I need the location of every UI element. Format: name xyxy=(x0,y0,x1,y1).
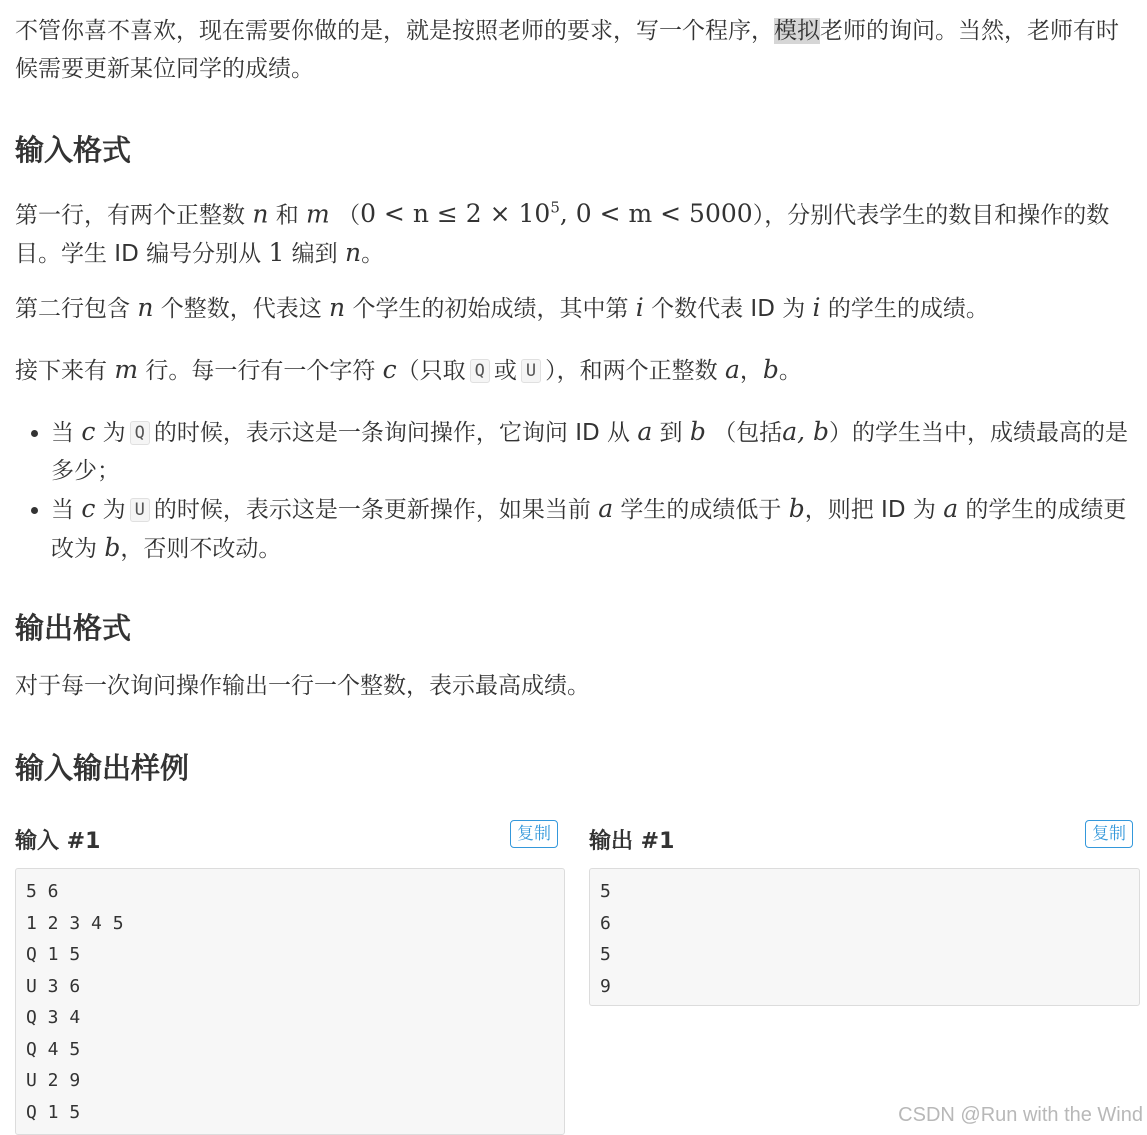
highlighted-text: 模拟 xyxy=(774,18,820,44)
sample-line: 5 xyxy=(600,944,611,965)
list-item-query xyxy=(51,413,1140,490)
intro-text: 不管你喜不喜欢，现在需要你做的是，就是按照老师的要求，写一个程序， xyxy=(15,18,774,44)
text: 到 xyxy=(659,420,683,446)
code-U: U xyxy=(130,498,150,522)
text: 行。每一行有一个字符 xyxy=(145,358,376,384)
var-b: b xyxy=(788,494,805,523)
intro-text-2: 老师的询问。当然，老师有时候需要更新某位同学的成绩。 xyxy=(15,18,1119,82)
code-Q: Q xyxy=(130,421,150,445)
sample-line: Q 1 5 xyxy=(26,1101,81,1123)
text: 为 xyxy=(102,497,126,523)
text: 接下来有 xyxy=(15,358,107,384)
watermark: CSDN @Run with the Wind xyxy=(898,1104,1143,1126)
math: 0 < n ≤ 2 × 10 xyxy=(360,199,551,229)
text: ，否则不改动。 xyxy=(120,536,282,562)
copy-output-button[interactable]: 复制 xyxy=(1085,820,1133,848)
var-c: c xyxy=(382,355,397,384)
var-n: n xyxy=(252,199,269,229)
text: ），和两个正整数 xyxy=(545,358,718,384)
text: （包括 xyxy=(713,420,783,446)
output-sample-box[interactable] xyxy=(589,868,1140,1006)
input-format-heading: 输入格式 xyxy=(15,133,132,167)
output-format-heading: 输出格式 xyxy=(15,611,132,645)
text: 为 xyxy=(102,420,126,446)
text: 的时候，表示这是一条更新操作，如果当前 xyxy=(153,497,591,523)
output-format-text: 对于每一次询问操作输出一行一个整数，表示最高成绩。 xyxy=(15,673,590,699)
text: 和 xyxy=(275,202,299,229)
constraint-math xyxy=(360,199,753,228)
code-U: U xyxy=(521,359,541,383)
var-c: c xyxy=(81,494,96,523)
sample-line: Q 3 4 xyxy=(26,1007,81,1028)
output-sample-title: 输出 #1 xyxy=(589,829,675,854)
var-i: i xyxy=(635,293,644,322)
intro-paragraph xyxy=(15,12,1125,88)
sample-line: U 3 6 xyxy=(26,975,81,997)
var-i: i xyxy=(812,293,821,322)
text: 编到 xyxy=(291,241,338,268)
var-a: a xyxy=(637,417,653,446)
num-1: 1 xyxy=(268,238,285,268)
var-b: b xyxy=(762,355,779,384)
text: 当 xyxy=(51,420,74,446)
var-a: a xyxy=(943,494,959,523)
input-sample-title: 输入 #1 xyxy=(15,829,101,854)
code-Q: Q xyxy=(470,359,490,383)
var-a: a xyxy=(598,494,614,523)
list-item-update xyxy=(51,490,1140,568)
copy-input-button[interactable]: 复制 xyxy=(510,820,558,848)
input-format-line2 xyxy=(15,289,1140,328)
sample-line: Q 4 5 xyxy=(26,1038,81,1060)
text: 个整数，代表这 xyxy=(160,296,322,322)
text: （只取 xyxy=(396,358,466,384)
var-n: n xyxy=(137,293,154,322)
sample-line: Q 1 5 xyxy=(26,944,81,965)
text: 或 xyxy=(493,358,517,384)
text: ）的学生当中，成绩最高的是多少； xyxy=(51,420,1128,484)
samples-heading: 输入输出样例 xyxy=(15,751,190,785)
sample-line: 6 xyxy=(600,912,611,934)
sample-line: 9 xyxy=(600,975,611,997)
text: 个学生的初始成绩，其中第 xyxy=(352,296,629,322)
math: , 0 < m < 5000 xyxy=(559,199,753,229)
text: 。 xyxy=(778,358,802,384)
text: 。 xyxy=(361,241,385,268)
text: 个数代表 ID 为 xyxy=(651,296,806,322)
sample-line: 1 2 3 4 5 xyxy=(26,912,124,934)
var-m: m xyxy=(114,355,139,384)
input-format-line3 xyxy=(15,351,1140,390)
var-b: b xyxy=(689,417,706,446)
var-ab: a, b xyxy=(782,417,829,446)
input-format-line1 xyxy=(15,189,1140,273)
text: 第一行，有两个正整数 xyxy=(15,202,245,229)
text: 的时候，表示这是一条询问操作，它询问 ID 从 xyxy=(153,420,631,446)
operation-list xyxy=(15,413,1140,568)
var-n: n xyxy=(329,293,346,322)
var-n: n xyxy=(344,238,362,268)
sample-line: U 2 9 xyxy=(26,1070,81,1091)
exponent: 5 xyxy=(550,199,560,217)
text: ，则把 ID 为 xyxy=(804,497,936,523)
text: 的学生的成绩更改为 xyxy=(51,497,1127,562)
sample-line: 5 6 xyxy=(26,881,59,902)
var-a: a xyxy=(724,355,740,384)
sample-line: 5 xyxy=(600,881,611,902)
text: ），分别代表学生的数目和操作的数目。学生 ID 编号分别从 xyxy=(15,202,1110,268)
var-m: m xyxy=(306,199,330,229)
text: 的学生的成绩。 xyxy=(827,296,989,322)
text: 当 xyxy=(51,497,74,523)
text: 第二行包含 xyxy=(15,296,130,322)
var-c: c xyxy=(81,417,96,446)
text: （ xyxy=(337,202,361,229)
text: ， xyxy=(739,358,763,384)
var-b: b xyxy=(104,533,121,562)
input-sample-box[interactable] xyxy=(15,868,565,1135)
text: 学生的成绩低于 xyxy=(620,497,782,523)
